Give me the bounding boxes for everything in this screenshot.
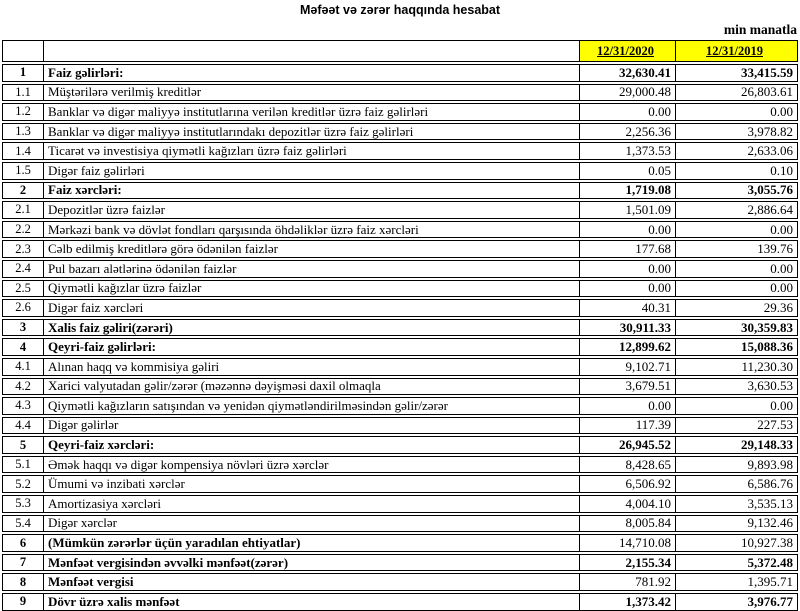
row-value-2019: 2,633.06 — [747, 143, 793, 159]
row-label: Banklar və digər maliyyə institutlarındakı depozitlər üzrə faiz gəlirləri — [44, 124, 580, 140]
row-value-2019: 6,586.76 — [747, 476, 793, 492]
row-value-2020: 29,000.48 — [580, 85, 676, 101]
row-number: 4.4 — [3, 418, 44, 434]
row-value-2019: 29,148.33 — [741, 437, 793, 453]
row-number: 2.5 — [3, 281, 44, 297]
row-label: Dövr üzrə xalis mənfəət — [44, 594, 580, 610]
row-value-2019: 33,415.59 — [741, 65, 793, 80]
table-row — [2, 84, 798, 102]
table-row — [2, 162, 798, 180]
row-number: 5.3 — [3, 496, 44, 512]
row-value-2020: 1,373.42 — [580, 594, 676, 610]
row-number: 4.3 — [3, 398, 44, 414]
row-label: Pul bazarı alətlərinə ödənilən faizlər — [44, 261, 580, 277]
row-value-2020: 26,945.52 — [580, 437, 676, 453]
row-value-2019: 26,803.61 — [741, 84, 793, 100]
row-value-2020: 4,004.10 — [580, 496, 676, 512]
table-row — [2, 554, 798, 572]
row-value-2019: 0.00 — [770, 221, 793, 237]
row-value-2020: 3,679.51 — [580, 379, 676, 395]
row-label: (Mümkün zərərlər üçün yaradılan ehtiyatlar) — [44, 535, 580, 551]
row-value-2020: 32,630.41 — [580, 65, 676, 81]
row-value-2020: 9,102.71 — [580, 359, 676, 375]
row-label: Cəlb edilmiş kreditlərə görə ödənilən faizlər — [44, 241, 580, 257]
row-number: 5.4 — [3, 516, 44, 532]
row-number: 7 — [3, 555, 44, 571]
table-row — [2, 417, 798, 435]
row-value-2020: 781.92 — [580, 574, 676, 590]
table-row — [2, 593, 798, 611]
row-value-2020: 8,428.65 — [580, 457, 676, 473]
date-header-2019: 12/31/2019 — [676, 41, 797, 61]
row-value-2020: 0.00 — [580, 398, 676, 414]
table-row — [2, 475, 798, 493]
table-row — [2, 495, 798, 513]
row-value-2019: 139.76 — [757, 241, 793, 257]
row-number: 4.2 — [3, 379, 44, 395]
row-number: 1 — [3, 65, 44, 81]
row-value-2019: 3,978.82 — [747, 123, 793, 139]
row-value-2019: 0.10 — [770, 162, 793, 178]
table-row — [2, 338, 798, 356]
row-number: 4 — [3, 339, 44, 355]
page-title: Məfəət və zərər haqqında hesabat — [299, 3, 501, 17]
table-row — [2, 319, 798, 337]
row-label: Qiymətli kağızlar üzrə faizlər — [44, 281, 580, 297]
row-value-2020: 8,005.84 — [580, 516, 676, 532]
row-value-2020: 0.00 — [580, 104, 676, 120]
table-row — [2, 515, 798, 533]
row-value-2019: 3,535.13 — [747, 496, 793, 511]
row-value-2020: 1,719.08 — [580, 183, 676, 199]
row-value-2019: 0.00 — [770, 104, 793, 119]
row-label: Qiymətli kağızların satışından və yenidən qiymətləndirilməsindən gəlir/zərər — [44, 398, 580, 414]
row-value-2020: 0.00 — [580, 222, 676, 238]
table-row — [2, 378, 798, 396]
row-number: 2.2 — [3, 222, 44, 238]
row-value-2020: 0.05 — [580, 163, 676, 179]
table-row — [2, 397, 798, 415]
row-label: Qeyri-faiz xərcləri: — [44, 437, 580, 453]
row-value-2019: 10,927.38 — [741, 535, 793, 551]
row-number: 2 — [3, 183, 44, 199]
row-label: Digər xərclər — [44, 516, 580, 532]
row-value-2019: 0.00 — [770, 280, 793, 296]
row-number: 6 — [3, 535, 44, 551]
row-value-2019: 11,230.30 — [741, 358, 793, 374]
row-value-2020: 0.00 — [580, 281, 676, 297]
row-number: 4.1 — [3, 359, 44, 375]
row-number: 1.4 — [3, 143, 44, 159]
row-label: Xalis faiz gəliri(zərəri) — [44, 320, 580, 336]
header-row — [2, 40, 798, 62]
table-row — [2, 103, 798, 121]
row-label: Mənfəət vergisindən əvvəlki mənfəət(zərər) — [44, 555, 580, 571]
table-row — [2, 240, 798, 258]
row-number: 8 — [3, 574, 44, 590]
table-row — [2, 142, 798, 160]
row-label: Ticarət və investisiya qiymətli kağızları üzrə faiz gəlirləri — [44, 143, 580, 159]
row-value-2020: 1,373.53 — [580, 143, 676, 159]
table-row — [2, 456, 798, 474]
row-label: Depozitlər üzrə faizlər — [44, 202, 580, 218]
row-label: Xarici valyutadan gəlir/zərər (məzənnə dəyişməsi daxil olmaqla — [44, 379, 580, 395]
row-value-2019: 3,976.77 — [747, 594, 793, 609]
row-number: 3 — [3, 320, 44, 336]
row-value-2020: 12,899.62 — [580, 339, 676, 355]
row-number: 2.4 — [3, 261, 44, 277]
row-value-2020: 0.00 — [580, 261, 676, 277]
income-statement-table — [2, 40, 798, 611]
row-value-2020: 2,155.34 — [580, 555, 676, 571]
row-number: 9 — [3, 594, 44, 610]
row-label: Mənfəət vergisi — [44, 574, 580, 590]
row-number: 2.6 — [3, 300, 44, 316]
row-value-2020: 1,501.09 — [580, 202, 676, 218]
row-value-2019: 15,088.36 — [741, 339, 793, 355]
unit-note: min manatla — [723, 22, 797, 37]
table-row — [2, 534, 798, 552]
row-value-2020: 40.31 — [580, 300, 676, 316]
row-number: 1.2 — [3, 104, 44, 120]
table-row — [2, 182, 798, 200]
row-number: 5 — [3, 437, 44, 453]
row-label: Müştərilərə verilmiş kreditlər — [44, 85, 580, 101]
row-number: 1.3 — [3, 124, 44, 140]
table-row — [2, 358, 798, 376]
row-value-2019: 0.00 — [770, 260, 793, 276]
header-description-cell — [44, 41, 580, 61]
table-row — [2, 260, 798, 278]
table-row — [2, 201, 798, 219]
row-number: 2.1 — [3, 202, 44, 218]
row-value-2019: 9,893.98 — [747, 456, 793, 472]
table-row — [2, 221, 798, 239]
row-value-2019: 2,886.64 — [747, 202, 793, 217]
row-label: Amortizasiya xərcləri — [44, 496, 580, 512]
table-row — [2, 123, 798, 141]
row-label: Digər gəlirlər — [44, 418, 580, 434]
row-number: 2.3 — [3, 241, 44, 257]
row-value-2019: 1,395.71 — [747, 574, 793, 590]
row-number: 5.2 — [3, 476, 44, 492]
table-row — [2, 64, 798, 82]
row-value-2020: 14,710.08 — [580, 535, 676, 551]
row-value-2020: 30,911.33 — [580, 320, 676, 336]
row-label: Digər faiz xərcləri — [44, 300, 580, 316]
row-label: Faiz xərcləri: — [44, 183, 580, 199]
row-value-2019: 3,055.76 — [747, 182, 793, 198]
row-label: Digər faiz gəlirləri — [44, 163, 580, 179]
row-value-2019: 3,630.53 — [747, 378, 793, 394]
row-label: Qeyri-faiz gəlirləri: — [44, 339, 580, 355]
row-value-2019: 30,359.83 — [741, 319, 793, 335]
table-row — [2, 299, 798, 317]
row-label: Alınan haqq və kommisiya gəliri — [44, 359, 580, 375]
row-value-2019: 9,132.46 — [747, 515, 793, 531]
row-label: Mərkəzi bank və dövlət fondları qarşısında öhdəliklər üzrə faiz xərcləri — [44, 222, 580, 238]
row-number: 1.5 — [3, 163, 44, 179]
row-label: Faiz gəlirləri: — [44, 65, 580, 81]
row-value-2019: 227.53 — [757, 417, 793, 433]
row-label: Əmək haqqı və digər kompensiya növləri üzrə xərclər — [44, 457, 580, 473]
header-number-cell — [3, 41, 44, 61]
row-label: Ümumi və inzibati xərclər — [44, 476, 580, 492]
table-row — [2, 280, 798, 298]
row-number: 5.1 — [3, 457, 44, 473]
date-header-2020: 12/31/2020 — [580, 41, 676, 61]
row-value-2020: 2,256.36 — [580, 124, 676, 140]
row-value-2019: 29.36 — [763, 300, 793, 315]
table-row — [2, 573, 798, 591]
row-value-2020: 117.39 — [580, 418, 676, 434]
row-value-2019: 5,372.48 — [747, 554, 793, 570]
table-row — [2, 436, 798, 454]
row-label: Banklar və digər maliyyə institutlarına verilən kreditlər üzrə faiz gəlirləri — [44, 104, 580, 120]
row-value-2020: 6,506.92 — [580, 476, 676, 492]
row-value-2020: 177.68 — [580, 241, 676, 257]
row-value-2019: 0.00 — [770, 398, 793, 413]
row-number: 1.1 — [3, 85, 44, 101]
